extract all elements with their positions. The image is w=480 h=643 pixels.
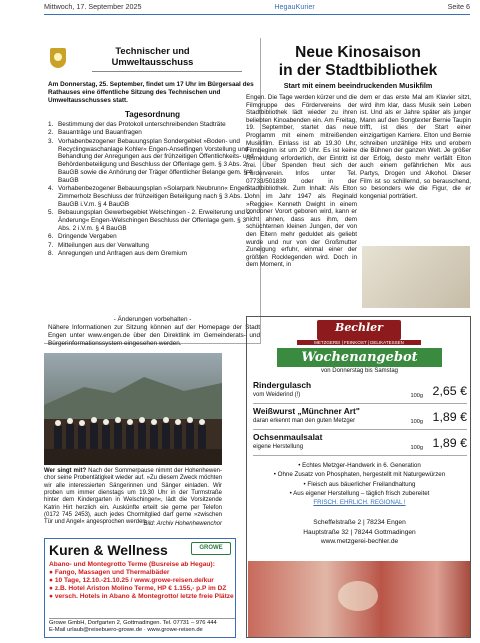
growe-logo: GROWE	[191, 542, 231, 555]
offer-item	[253, 378, 467, 404]
offer-price: 1,89 €	[432, 410, 467, 424]
council-notice	[44, 38, 261, 347]
article-column-1: Engen. Die Tage werden kürzer und die Filmgruppe des Fördervereins der Stadtbibliothek lädt wieder zu ihren beliebten Kinoabenden ein. Am Freitag, 19. September, startet das neue Programm mit einem mitreißenden Musikfilm. Einlass ist ab 19.30 Uhr, Filmbeginn ist um 20 Uhr. Es ist keine Anmeldung erforderlich, der Eintritt ist frei. Über Spenden freut sich der Förderverein. Infos unter Tel. 07733/501839 oder in der Stadtbibliothek. Zum Inhalt: Als Elton John im Jahr 1947 als Reginald »Reggie« Kenneth Dwight in einem Londoner Vorort geboren wird, kann er nicht ahnen, dass aus ihm, dem schüchternen kleinen Jungen, der von den Eltern mehr geduldet als geliebt wurde und nur von der Großmutter Zuneigung erfuhr, einmal einer der größten Rocklegenden wird. Doch in dem Moment, in	[246, 94, 357, 269]
caption-text: Nach der Sommerpause nimmt der Hohenhewen-chor seine Probentätigkeit wieder auf. »Zu diesem Zweck möchten wir alle interessierten Sängerinnen und Sänger einladen. Wir proben um immer dienstags um 19.30 Uhr in der Turmstraße hinter dem Kindergarten in Welschingen«, lädt die Vorsitzende Katrin Hirt herzlich ein. Auskünfte erteilt sie gerne per Telefon (0172 745 2453), auch jedes Chormitglied darf gerne »zwischen Tür und Angel« angesprochen werden.	[44, 468, 222, 526]
kuren-ad-address: Growe GmbH, Dorfgarten 2, Gottmadingen. Tel. 07731 – 976 444	[49, 620, 217, 626]
article-subheadline: Start mit einem beeindruckenden Musikfilm	[283, 81, 433, 90]
agenda-item-text: Bebauungsplan Gewerbegebiet Welschingen - 2. Erweiterung und 2. Änderung« Engen-Welschingen Beschluss der Offenlage gem. § 3 Abs. 2 i.V.m. § 4 BauGB	[58, 209, 253, 232]
offer-price: 1,89 €	[432, 436, 467, 450]
offer-description: eigene Herstellung	[253, 444, 304, 450]
offer-unit: 100g	[410, 419, 423, 425]
offer-item	[253, 430, 467, 456]
quality-point: • Aus eigener Herstellung – täglich frisch zubereitet	[289, 489, 430, 497]
kuren-wellness-ad	[44, 538, 236, 638]
offer-name: Ochsenmaulsalat	[253, 432, 323, 442]
offer-dates: von Donnerstag bis Samstag	[320, 368, 399, 374]
caption-lead: Wer singt mit?	[44, 468, 87, 474]
photo-credit: Bild: Archiv Hohenhewenchor	[143, 521, 222, 527]
article-headline-line2: in der Stadtbibliothek	[278, 61, 438, 79]
choir-photo	[44, 353, 222, 465]
agenda-item-number: 7.	[48, 241, 54, 249]
agenda-item-text: Anregungen und Anfragen aus dem Gremium	[58, 250, 187, 258]
bechler-logo-tagline: METZGEREI | FEINKOST | DELIKATESSEN	[297, 340, 421, 345]
article-headline	[246, 44, 470, 80]
notice-title-line2: Umweltausschuss	[111, 56, 194, 68]
agenda-item	[48, 185, 260, 208]
offer-name: Rindergulasch	[253, 380, 312, 390]
quality-points	[247, 461, 472, 507]
kuren-ad-details	[49, 561, 235, 601]
agenda-item	[48, 138, 260, 185]
agenda-item-text: Dringende Vergaben	[58, 233, 117, 241]
notice-footer: Nähere Informationen zur Sitzung können auf der Homepage der Stadt Engen unter www.engen.de über den Direktlink im Gemeinderats- und Bürgerinformationssystem eingesehen werden.	[48, 324, 260, 347]
agenda-item-number: 1.	[48, 121, 54, 128]
weekly-offer-headline: Wochenangebot	[277, 348, 442, 367]
bechler-addresses	[247, 518, 472, 547]
header-date: Mittwoch, 17. September 2025	[44, 2, 142, 11]
offer-description: vom Weiderind (!)	[253, 392, 301, 398]
agenda-item	[48, 233, 260, 241]
agenda-item	[48, 250, 260, 258]
kuren-ad-line: Abano- und Montegrotto Terme (Busreise ab Hegau):	[49, 561, 215, 568]
kuren-ad-footer	[49, 618, 235, 634]
title-underline	[92, 71, 242, 72]
film-still-image	[362, 246, 470, 308]
kuren-ad-line: ● 10 Tage, 12.10.-21.10.25 / www.growe-reisen.de/kur	[49, 577, 214, 585]
address-engen: Scheffelstraße 2 | 78234 Engen	[313, 519, 406, 526]
offer-name: Weißwurst „Münchner Art"	[253, 406, 360, 416]
agenda-item-number: 8.	[48, 250, 54, 258]
article-column-2: dem er das erste Mal am Klavier sitzt, wird ihm klar, dass Musik sein Leben ist. Und als er Jahre später als junger Mann auf den Songtexter Bernie Taupin trifft, ist dies der Start einer einzigartigen Karriere. Elton und Bernie schreiben unzählige Hits und erobern die Bühnen der ganzen Welt. Je größer der Erfolg, desto mehr verfällt Elton auch einem gefährlichen Mix aus Partys, Drogen und Alkohol. Dieser Film ist so schillernd, so berauschend, so besonders wie die Figur, die er kongenial porträtiert.	[360, 94, 471, 200]
page-header	[44, 3, 470, 15]
agenda-item	[48, 242, 260, 250]
article-headline-line1: Neue Kinosaison	[295, 44, 421, 61]
address-gottmadingen: Hauptstraße 32 | 78244 Gottmadingen	[303, 528, 416, 536]
offer-item	[253, 404, 467, 430]
agenda-item-number: 3.	[48, 137, 54, 145]
choir-photo-graphic	[44, 353, 222, 465]
offer-description: daran erkennt man den guten Metzger	[253, 418, 356, 424]
offer-unit: 100g	[410, 445, 423, 451]
offer-unit: 100g	[410, 393, 423, 399]
agenda-item-text: Vorhabenbezogener Bebauungsplan »Solarpark Neubrunn« Engen-Zimmerholz Beschluss der frühzeitigen Beteiligung nach § 3 Abs. 1 BauGB i.V.m. § 4 BauGB	[58, 185, 251, 208]
kuren-ad-title: Kuren & Wellness	[49, 542, 168, 558]
bechler-logo: Bechler	[317, 320, 401, 340]
notice-title-line1: Technischer und	[115, 45, 190, 56]
agenda-item-text: Mitteilungen aus der Verwaltung	[58, 241, 149, 249]
agenda-item	[48, 209, 260, 232]
bechler-ad	[246, 316, 471, 638]
agenda-item-text: Vorhabenbezogener Bebauungsplan Sondergebiet »Boden- und Recyclingwaschanlage Kohler« Engen-Anselfingen Vorstellung und Behandlung der Anregungen aus der frühzeitigen Öffentlichkeits- und Behördenbeteiligung und Beschluss der Offenlage gem. § 3 Abs. 2 BauGB sowie die Anhörung der Träger öffentlicher Belange gem. § 4 BauGB	[58, 137, 254, 184]
header-paper-name: HegauKurier	[274, 2, 315, 11]
bechler-slogan: FRISCH. EHRLICH. REGIONAL !	[313, 499, 406, 507]
kuren-ad-line: ● z.B. Hotel Ariston Molino Terme, HP € 1.155,- p.P im DZ	[49, 585, 227, 593]
notice-changes-note: - Änderungen vorbehalten -	[113, 316, 192, 323]
agenda-item-text: Bauanträge und Bauanfragen	[58, 129, 142, 137]
bechler-website: www.metzgerei-bechler.de	[320, 538, 399, 546]
agenda-item-text: Bestimmung der das Protokoll unterschreibenden Stadträte	[58, 121, 226, 128]
agenda-heading: Tagesordnung	[125, 110, 180, 119]
agenda-item-number: 2.	[48, 129, 54, 137]
notice-title	[44, 45, 261, 68]
quality-point: • Ohne Zusatz von Phosphaten, hergestellt mit Naturgewürzen	[273, 471, 446, 479]
notice-intro: Am Donnerstag, 25. September, findet um 17 Uhr im Bürgersaal des Rathauses eine öffentliche Sitzung des Technischen und Umweltausschusses statt.	[48, 81, 254, 104]
kuren-ad-line: ● versch. Hotels in Abano & Montegrotto/ letzte freie Plätze	[49, 593, 234, 601]
agenda-item-number: 5.	[48, 209, 54, 217]
agenda-item	[48, 129, 260, 137]
kuren-ad-contact: E-Mail urlaub@reisebuero-growe.de · www.growe-reisen.de	[49, 627, 203, 634]
agenda-item-number: 4.	[48, 185, 54, 193]
agenda-item-number: 6.	[48, 233, 54, 241]
offer-list	[253, 378, 467, 456]
quality-point: • Fleisch aus bäuerlicher Freilandhaltung	[303, 480, 416, 488]
offer-price: 2,65 €	[432, 384, 467, 398]
photo-caption	[44, 468, 222, 527]
header-page-number: Seite 6	[447, 2, 470, 11]
agenda-item	[48, 121, 260, 129]
quality-point: • Echtes Metzger-Handwerk in 6. Generation	[298, 462, 421, 469]
agenda-list	[48, 121, 260, 259]
kuren-ad-line: ● Fango, Massagen und Thermalbäder	[49, 569, 170, 577]
meat-platter-image	[248, 561, 470, 637]
